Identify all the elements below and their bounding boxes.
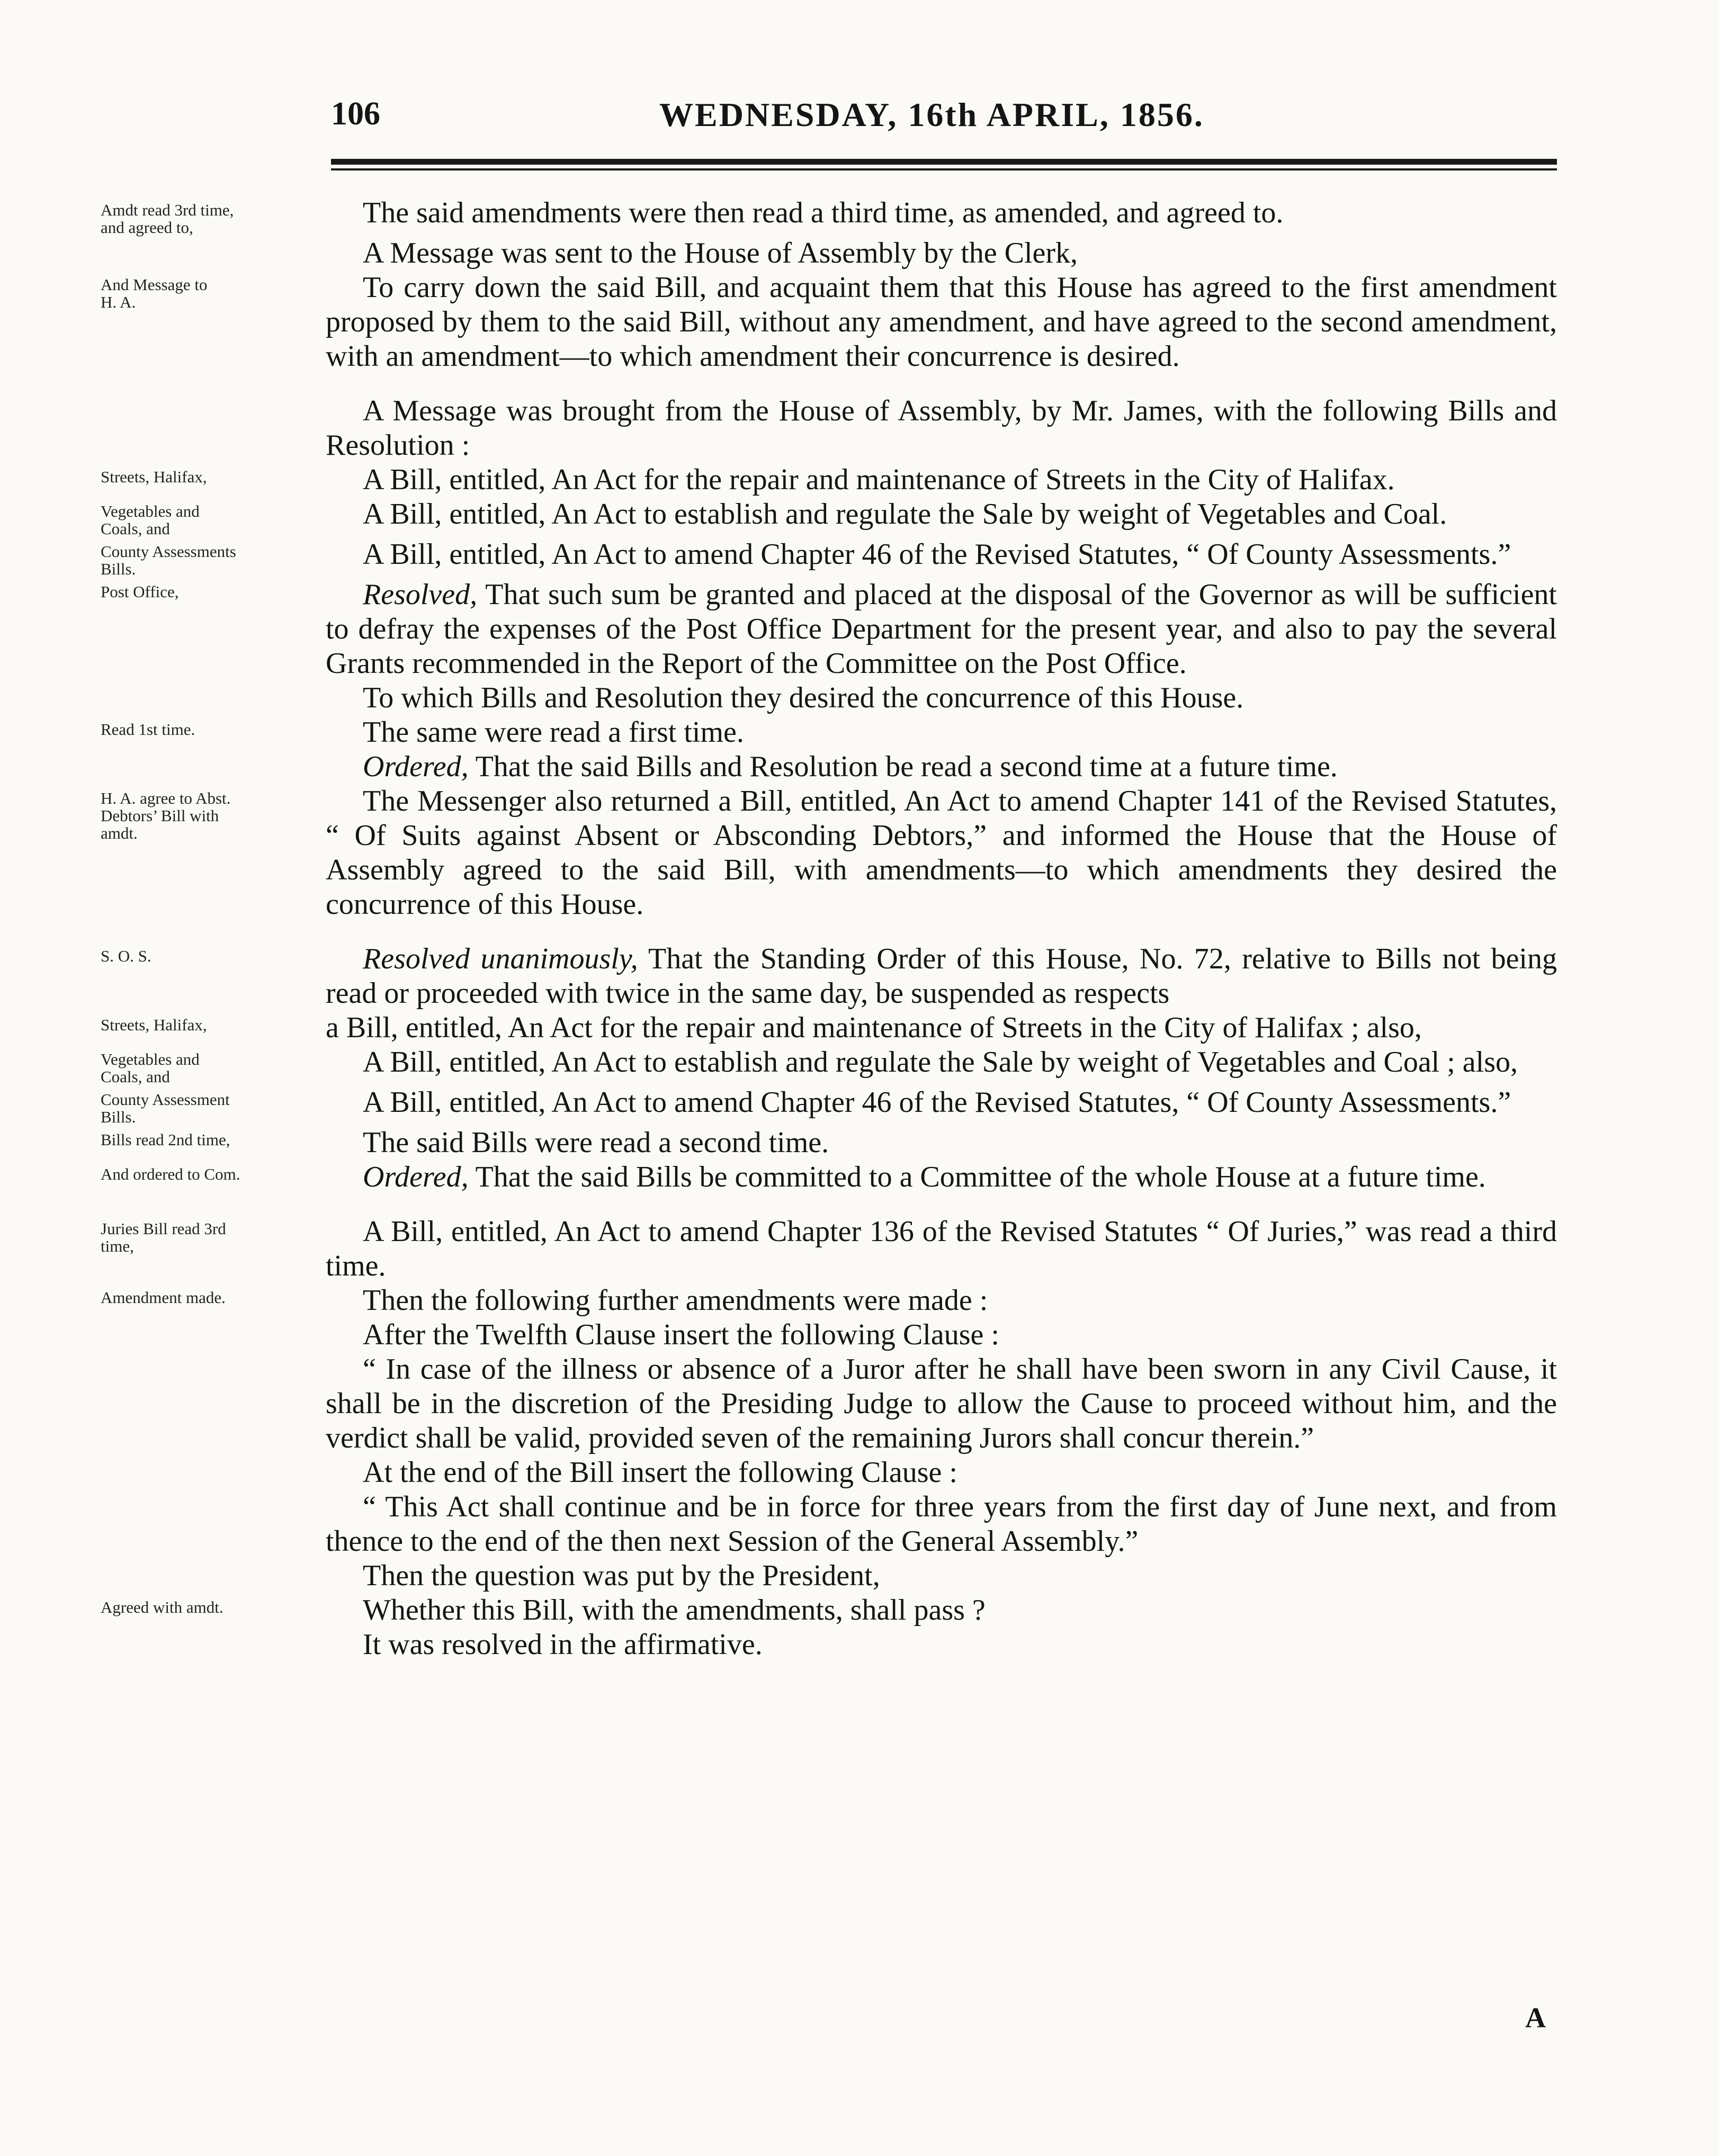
margin-note <box>101 750 318 755</box>
entry <box>101 1126 1557 1160</box>
entry <box>101 1085 1557 1126</box>
margin-note: Streets, Halifax, <box>101 1016 207 1034</box>
entry <box>101 681 1557 715</box>
margin-note: And Message to H. A. <box>101 275 208 311</box>
lead-word: Ordered, <box>363 1161 469 1193</box>
entry <box>101 394 1557 463</box>
margin-note <box>101 1559 318 1564</box>
margin-note <box>101 236 318 241</box>
page-header <box>331 79 1557 143</box>
paragraph: The said Bills were read a second time. <box>363 1126 829 1159</box>
paragraph <box>326 578 1557 681</box>
entry <box>101 271 1557 374</box>
entry <box>101 578 1557 681</box>
paragraph: To carry down the said Bill, and acquaint them that this House has agreed to the first amendment proposed by them to the said Bill, without any amendment, and have agreed to the second amendment, with an amendment—to which amendment their concurrence is desired. <box>326 271 1557 373</box>
paragraph: A Bill, entitled, An Act to establish and regulate the Sale by weight of Vegetables and Coal. <box>363 498 1447 531</box>
entry <box>101 1283 1557 1318</box>
entry <box>101 1593 1557 1628</box>
entry <box>101 715 1557 750</box>
paragraph: Then the question was put by the President, <box>363 1559 880 1592</box>
margin-note: Bills read 2nd time, <box>101 1130 230 1149</box>
paragraph-text: That the said Bills be committed to a Committee of the whole House at a future time. <box>475 1161 1486 1193</box>
lead-word: Ordered, <box>363 750 469 783</box>
entry <box>101 1011 1557 1045</box>
entry <box>101 1559 1557 1593</box>
lead-word: Resolved unanimously, <box>363 942 638 975</box>
paragraph: A Bill, entitled, An Act to amend Chapter 46 of the Revised Statutes, “ Of County Assessments.” <box>363 538 1511 571</box>
header-rule <box>331 159 1557 170</box>
margin-note: Read 1st time. <box>101 720 195 739</box>
paragraph: The said amendments were then read a third time, as amended, and agreed to. <box>363 196 1284 229</box>
paragraph: At the end of the Bill insert the following Clause : <box>363 1456 957 1489</box>
entry <box>101 1456 1557 1490</box>
entry <box>101 236 1557 271</box>
margin-note: Streets, Halifax, <box>101 468 207 486</box>
margin-note: Juries Bill read 3rd time, <box>101 1219 226 1255</box>
margin-note <box>101 1352 318 1358</box>
paragraph: “ This Act shall continue and be in force for three years from the first day of June next, and from thence to the end of the then next Session of the General Assembly.” <box>326 1490 1557 1558</box>
margin-note: H. A. agree to Abst. Debtors’ Bill with amdt. <box>101 789 231 842</box>
paragraph-text: That the said Bills and Resolution be read a second time at a future time. <box>475 750 1338 783</box>
margin-note <box>101 1628 318 1633</box>
paragraph-text: That such sum be granted and placed at the disposal of the Governor as will be sufficient to defray the expenses of the Post Office Department for the present year, and also to pay the several Grants recommended in the Report of the Committee on the Post Office. <box>326 578 1557 680</box>
paragraph <box>326 942 1557 1011</box>
paragraph: A Bill, entitled, An Act to amend Chapter 46 of the Revised Statutes, “ Of County Assessments.” <box>363 1086 1511 1119</box>
entry <box>101 784 1557 922</box>
paragraph <box>326 750 1557 784</box>
margin-note <box>101 1490 318 1495</box>
entry <box>101 497 1557 537</box>
entry <box>101 1490 1557 1559</box>
margin-note: Vegetables and Coals, and <box>101 1050 200 1086</box>
margin-note: Amendment made. <box>101 1288 226 1307</box>
journal-body <box>101 196 1557 1662</box>
paragraph: Then the following further amendments were made : <box>363 1284 988 1317</box>
entry <box>101 1318 1557 1352</box>
paragraph: After the Twelfth Clause insert the following Clause : <box>363 1318 999 1351</box>
paragraph: “ In case of the illness or absence of a Juror after he shall have been sworn in any Civil Cause, it shall be in the discretion of the Presiding Judge to allow the Cause to proceed without him, and the verdict shall be valid, provided seven of the remaining Jurors shall concur therein.” <box>326 1353 1557 1454</box>
margin-note: County Assessments Bills. <box>101 542 236 578</box>
margin-note: County Assessment Bills. <box>101 1090 230 1126</box>
entry <box>101 750 1557 784</box>
entry <box>101 1628 1557 1662</box>
margin-note: Amdt read 3rd time, and agreed to, <box>101 201 234 237</box>
paragraph: The Messenger also returned a Bill, entitled, An Act to amend Chapter 141 of the Revised Statutes, “ Of Suits against Absent or Absconding Debtors,” and informed the House that the House of Assembly agreed to the said Bill, with amendments—to which amendments they desired the concurrence of this House. <box>326 785 1557 921</box>
entry <box>101 463 1557 497</box>
margin-note <box>101 1318 318 1323</box>
paragraph: It was resolved in the affirmative. <box>363 1628 763 1661</box>
paragraph: To which Bills and Resolution they desired the concurrence of this House. <box>363 681 1244 714</box>
margin-note: Vegetables and Coals, and <box>101 502 200 538</box>
entry <box>101 942 1557 1011</box>
paragraph: A Message was brought from the House of Assembly, by Mr. James, with the following Bills and Resolution : <box>326 394 1557 462</box>
lead-word: Resolved, <box>363 578 478 611</box>
page-number: 106 <box>331 96 380 132</box>
entry <box>101 1160 1557 1194</box>
paragraph: A Bill, entitled, An Act to amend Chapter 136 of the Revised Statutes “ Of Juries,” was read a third time. <box>326 1215 1557 1282</box>
paragraph: The same were read a first time. <box>363 716 744 749</box>
entry <box>101 196 1557 236</box>
margin-note: S. O. S. <box>101 947 151 965</box>
entry <box>101 1215 1557 1283</box>
margin-note <box>101 1456 318 1461</box>
margin-note: Post Office, <box>101 582 179 601</box>
margin-note: And ordered to Com. <box>101 1165 240 1183</box>
paragraph: A Bill, entitled, An Act to establish and regulate the Sale by weight of Vegetables and Coal ; also, <box>363 1046 1518 1079</box>
margin-note <box>101 681 318 686</box>
catchword: A <box>1525 2002 1546 2034</box>
paragraph <box>326 1160 1557 1194</box>
paragraph: A Bill, entitled, An Act for the repair and maintenance of Streets in the City of Halifax. <box>363 463 1395 496</box>
entry <box>101 537 1557 578</box>
entry <box>101 1352 1557 1456</box>
running-title: WEDNESDAY, 16th APRIL, 1856. <box>659 96 1204 133</box>
paragraph: a Bill, entitled, An Act for the repair and maintenance of Streets in the City of Halifax ; also, <box>326 1011 1422 1044</box>
paragraph-text: That the Standing Order of this House, No. 72, relative to Bills not being read or proceeded with twice in the same day, be suspended as respects <box>326 942 1557 1010</box>
margin-note: Agreed with amdt. <box>101 1598 223 1616</box>
entry <box>101 1045 1557 1085</box>
paragraph: A Message was sent to the House of Assembly by the Clerk, <box>363 237 1078 270</box>
paragraph: Whether this Bill, with the amendments, shall pass ? <box>363 1594 986 1627</box>
margin-note <box>101 394 318 399</box>
